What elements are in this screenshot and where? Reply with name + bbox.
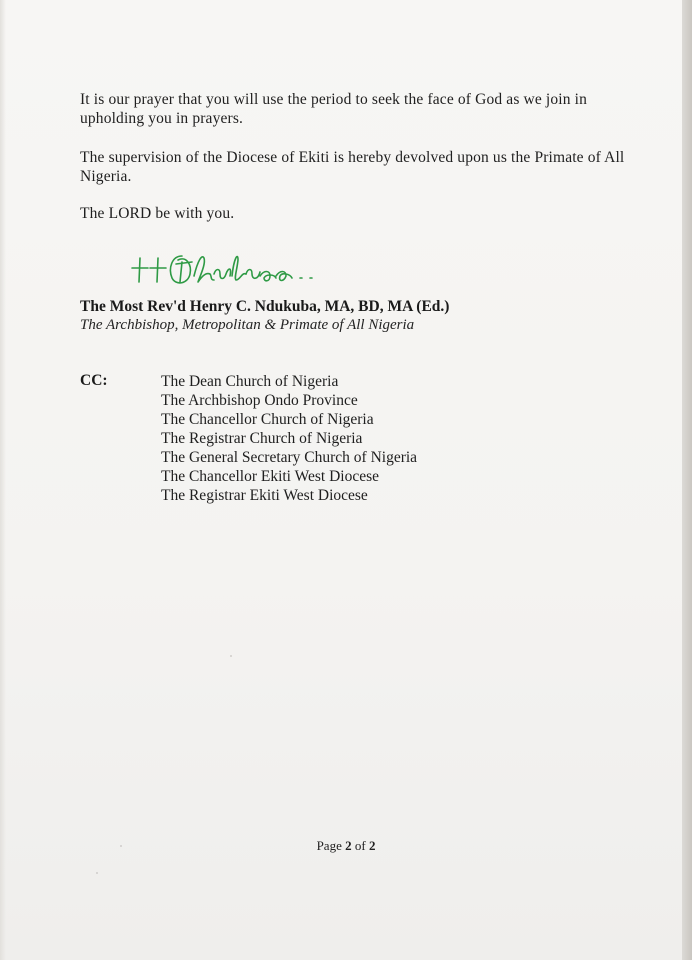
cc-recipient: The Registrar Church of Nigeria — [161, 430, 363, 447]
signatory-name: The Most Rev'd Henry C. Ndukuba, MA, BD, MA (Ed.) — [80, 298, 450, 315]
cc-recipient: The Dean Church of Nigeria — [161, 373, 339, 390]
of-word: of — [354, 838, 366, 853]
cc-recipient-list — [161, 372, 417, 505]
page-shadow-left — [0, 0, 6, 960]
cc-recipient: The Chancellor Church of Nigeria — [161, 411, 374, 428]
paper-speck — [120, 845, 122, 847]
page-number — [0, 838, 692, 854]
current-page: 2 — [345, 838, 352, 853]
blessing-paragraph: The LORD be with you. — [80, 205, 235, 222]
page-edge-right — [682, 0, 692, 960]
cc-recipient: The Registrar Ekiti West Diocese — [161, 487, 368, 504]
page-word: Page — [316, 838, 342, 853]
cc-label: CC: — [80, 372, 108, 389]
supervision-paragraph: The supervision of the Diocese of Ekiti is hereby devolved upon us the Primate of All Nigeria. — [80, 149, 625, 185]
signatory-title: The Archbishop, Metropolitan & Primate of All Nigeria — [80, 317, 415, 333]
total-pages: 2 — [368, 838, 376, 853]
handwritten-signature — [124, 246, 334, 292]
prayer-paragraph: It is our prayer that you will use the period to seek the face of God as we join in upholding you in prayers. — [80, 91, 588, 127]
cc-recipient: The Chancellor Ekiti West Diocese — [161, 468, 379, 485]
paper-speck — [230, 655, 232, 657]
paper-speck — [96, 872, 98, 874]
cc-recipient: The General Secretary Church of Nigeria — [161, 449, 418, 466]
cc-recipient: The Archbishop Ondo Province — [161, 392, 358, 409]
